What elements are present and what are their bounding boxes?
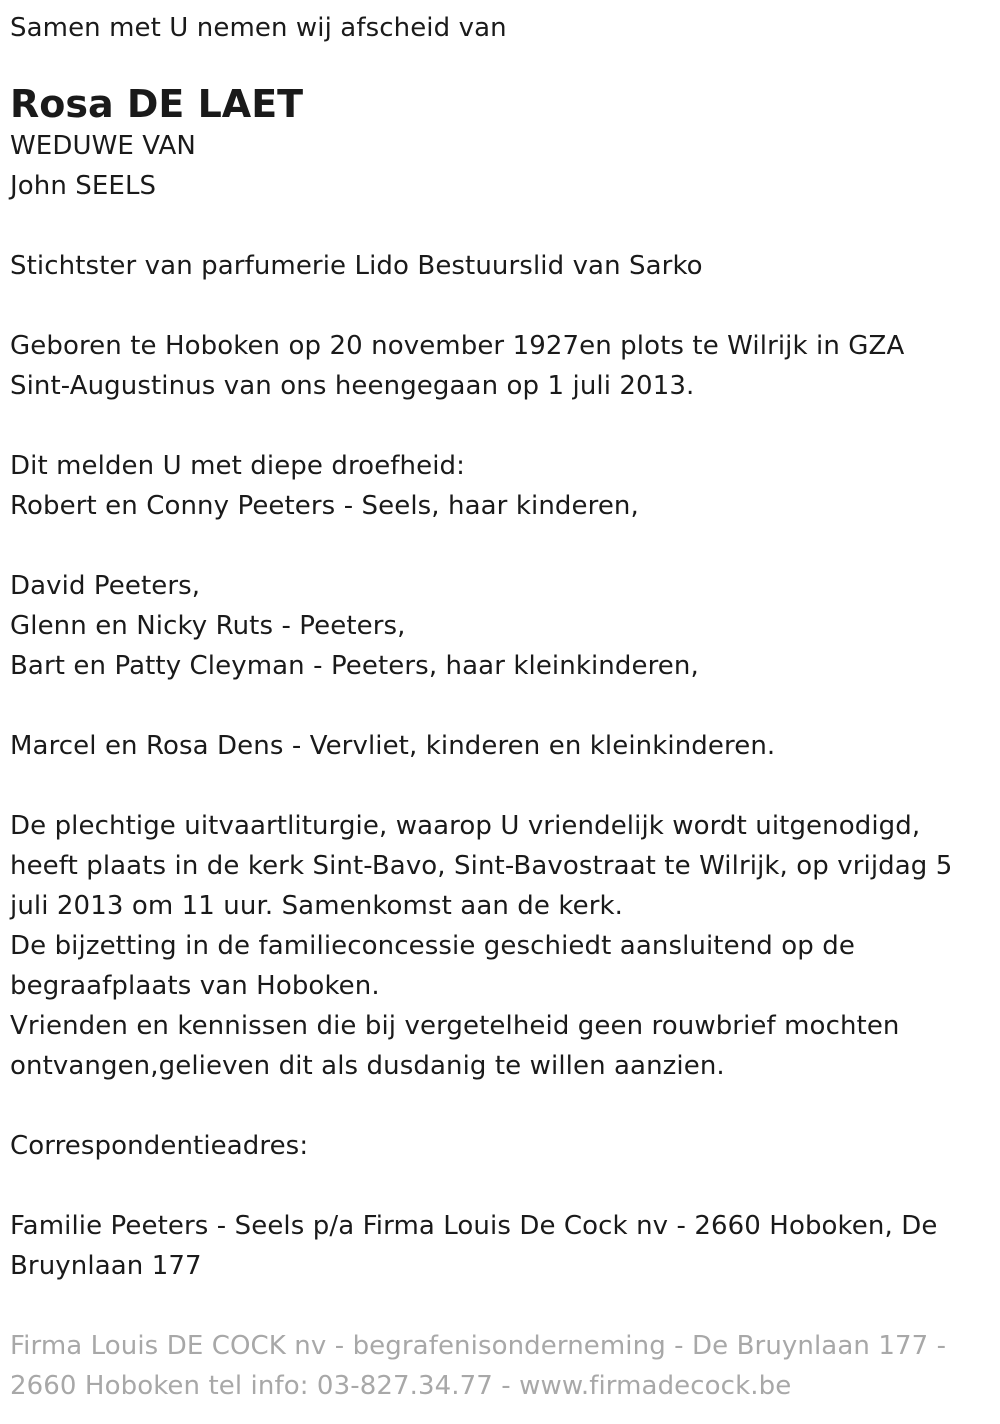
relation-label: WEDUWE VAN	[10, 131, 196, 161]
spacer	[10, 1166, 980, 1206]
spacer	[10, 1086, 980, 1126]
ceremony-line: De plechtige uitvaartliturgie, waarop U vriendelijk wordt uitgenodigd,	[10, 811, 921, 841]
birth-death-line: Sint-Augustinus van ons heengegaan op 1 juli 2013.	[10, 371, 695, 401]
ceremony-line: begraafplaats van Hoboken.	[10, 971, 380, 1001]
funeral-home-footer-line: Firma Louis DE COCK nv - begrafenisonderneming - De Bruynlaan 177 -	[10, 1331, 947, 1361]
correspondence-address-line: Bruynlaan 177	[10, 1251, 202, 1281]
ceremony-line: De bijzetting in de familieconcessie geschiedt aansluitend op de	[10, 931, 855, 961]
family-grandchild: Bart en Patty Cleyman - Peeters, haar kleinkinderen,	[10, 651, 699, 681]
funeral-home-footer-line: 2660 Hoboken tel info: 03-827.34.77 - www.firmadecock.be	[10, 1371, 792, 1401]
ceremony-line: Vrienden en kennissen die bij vergetelheid geen rouwbrief mochten	[10, 1011, 900, 1041]
birth-death-line: Geboren te Hoboken op 20 november 1927en plots te Wilrijk in GZA	[10, 331, 905, 361]
spacer	[10, 286, 980, 326]
family-grandchild: Glenn en Nicky Ruts - Peeters,	[10, 611, 406, 641]
family-others: Marcel en Rosa Dens - Vervliet, kinderen en kleinkinderen.	[10, 731, 776, 761]
deceased-name: Rosa DE LAET	[10, 82, 304, 126]
spacer	[10, 206, 980, 246]
ceremony-line: juli 2013 om 11 uur. Samenkomst aan de kerk.	[10, 891, 624, 921]
ceremony-line: ontvangen,gelieven dit als dusdanig te willen aanzien.	[10, 1051, 725, 1081]
spacer	[10, 526, 980, 566]
family-grandchild: David Peeters,	[10, 571, 201, 601]
intro-text: Samen met U nemen wij afscheid van	[10, 13, 507, 43]
family-heading: Dit melden U met diepe droefheid:	[10, 451, 465, 481]
correspondence-heading: Correspondentieadres:	[10, 1131, 309, 1161]
correspondence-address-line: Familie Peeters - Seels p/a Firma Louis De Cock nv - 2660 Hoboken, De	[10, 1211, 938, 1241]
spouse-name: John SEELS	[10, 171, 157, 201]
spacer	[10, 686, 980, 726]
spacer	[10, 766, 980, 806]
obituary-document	[10, 8, 980, 1406]
family-children: Robert en Conny Peeters - Seels, haar kinderen,	[10, 491, 639, 521]
occupation-text: Stichtster van parfumerie Lido Bestuurslid van Sarko	[10, 251, 703, 281]
spacer	[10, 406, 980, 446]
ceremony-line: heeft plaats in de kerk Sint-Bavo, Sint-Bavostraat te Wilrijk, op vrijdag 5	[10, 851, 953, 881]
spacer	[10, 1286, 980, 1326]
